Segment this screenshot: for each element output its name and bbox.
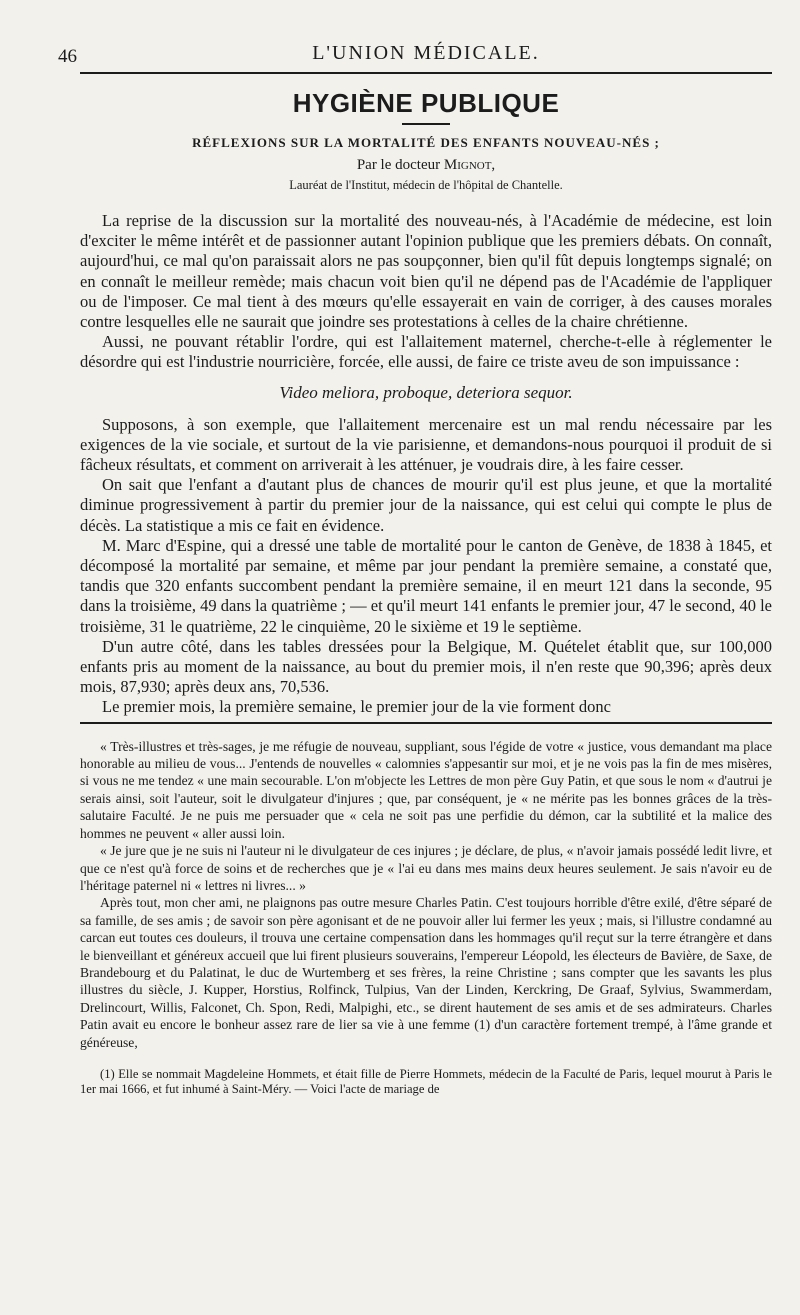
footnote — [80, 1067, 772, 1098]
article-paragraph: La reprise de la discussion sur la mortalité des nouveau-nés, à l'Académie de médecine, est loin d'exciter le même intérêt et de passionner autant l'opinion publique que les premiers débats. On connaît, aujourd'hui, ce mal qu'on paraissait alors ne pas soupçonner, bien qu'il fût depuis longtemps signalé; on en connaît le meilleur remède; mais chacun voit bien qu'il ne dépend pas de l'Académie de l'appliquer ou de l'imposer. Ce mal tient à des mœurs qu'elle essayerait en vain de corriger, à des causes morales contre lesquelles elle ne saurait que joindre ses protestations à celles de la chaire chrétienne. — [80, 211, 772, 332]
letter-paragraph: « Très-illustres et très-sages, je me réfugie de nouveau, suppliant, sous l'égide de votre « justice, vous demandant ma place honorable au milieu de vous... J'entends de nouvelles « calomnies s'appesantir sur moi, et je ne vois pas la fin de mes misères, si vous ne me tendez « une main secourable. L'on m'objecte les Lettres de mon père Guy Patin, et que sous le nom « d'autrui je serais ainsi, soit l'auteur, soit le divulgateur d'injures ; que, par conséquent, je « ne mérite pas les bonnes grâces de la très-salutaire Faculté. Je ne puis me persuader que « cela ne soit pas une perfidie du démon, car la subtilité et la malice des hommes ne peuvent « aller aussi loin. — [80, 738, 772, 841]
article-title: RÉFLEXIONS SUR LA MORTALITÉ DES ENFANTS NOUVEAU-NÉS ; — [192, 135, 660, 150]
journal-title: L'UNION MÉDICALE. — [312, 42, 540, 64]
feuilleton-rule — [80, 722, 772, 724]
author-line — [80, 157, 772, 174]
article-paragraph: M. Marc d'Espine, qui a dressé une table de mortalité pour le canton de Genève, de 1838 à 1845, et décomposé la mortalité par semaine, et même par jour pendant la première semaine, a constaté que, tandis que 320 enfants succombent pendant la première semaine, il en meurt 121 dans la seconde, 95 dans la troisième, 49 dans la quatrième ; — et qu'il meurt 141 enfants le premier jour, 47 le second, 40 le troisième, 31 le quatrième, 22 le cinquième, 20 le sixième et 19 le septième. — [80, 535, 772, 636]
section-title: HYGIÈNE PUBLIQUE — [292, 88, 560, 118]
letter-paragraph: « Je jure que je ne suis ni l'auteur ni le divulgateur de ces injures ; je déclare, de plus, « n'avoir jamais possédé ledit livre, et que ce n'est qu'à force de soins et de recherches que je « l'ai eu dans mes mains deux heures seulement. Je sais n'avoir eu de l'héritage paternel ni « lettres ni livres... » — [80, 843, 772, 893]
header-rule — [80, 72, 772, 74]
article-paragraph: Aussi, ne pouvant rétablir l'ordre, qui est l'allaitement maternel, cherche-t-elle à réglementer le désordre qui est l'industrie nourricière, forcée, elle aussi, de faire ce triste aveu de son impuissance : — [80, 332, 772, 372]
letter-paragraph: Après tout, mon cher ami, ne plaignons pas outre mesure Charles Patin. C'est toujours horrible d'être exilé, d'être séparé de sa famille, de ses amis ; de savoir son père agonisant et de ne pouvoir aller lui fermer les yeux ; mais, si l'illustre condamné au carcan eut toutes ces douleurs, il trouva une certaine compensation dans les hommages qu'il reçut sur la terre étrangère et dans le bienveillant et généreux accueil que lui firent plusieurs souverains, l'empereur Léopold, les électeurs de Bavière, de Saxe, de Brandebourg et du Palatinat, le duc de Wurtemberg et ses frères, la reine Christine ; sans compter que les savants les plus illustres du siècle, J. Kupper, Horstius, Rolfinck, Tulpius, Van der Linden, Kerckring, De Graaf, Sylvius, Swammerdam, Drelincourt, Willis, Falconet, Ch. Spon, Redi, Malpighi, etc., se dirent hautement de ses amis et de ses admirateurs. Charles Patin avait eu encore le bonheur assez rare de lier sa vie à une femme (1) d'un caractère fortement trempé, à l'âme grande et généreuse, — [80, 895, 772, 1050]
article-paragraph: D'un autre côté, dans les tables dressées pour la Belgique, M. Quételet établit que, sur 100,000 enfants pris au moment de la naissance, au bout du premier mois, il n'en reste que 90,396; après deux mois, 87,930; après deux ans, 70,536. — [80, 636, 772, 697]
running-head — [58, 0, 772, 67]
author-name: Mignot, — [443, 157, 496, 173]
feuilleton-body — [80, 738, 772, 1051]
author-credentials: Lauréat de l'Institut, médecin de l'hôpital de Chantelle. — [289, 178, 563, 192]
article-paragraph: Le premier mois, la première semaine, le premier jour de la vie forment donc — [102, 697, 612, 717]
author-prefix: Par le docteur — [356, 157, 441, 173]
article-paragraph: Supposons, à son exemple, que l'allaitement mercenaire est un mal rendu nécessaire par les exigences de la vie sociale, et surtout de la vie parisienne, et demandons-nous pourquoi il produit de si fâcheux résultats, et comment on arriverait à les atténuer, je voudrais dire, à les faire cesser. — [80, 414, 772, 475]
section-title-rule — [402, 123, 450, 125]
article-paragraph: On sait que l'enfant a d'autant plus de chances de mourir qu'il est plus jeune, et que la mortalité diminue progressivement à partir du premier jour de la naissance, qui est celui qui compte le plus de décès. La statistique a mis ce fait en évidence. — [80, 475, 772, 535]
article-body — [80, 211, 772, 718]
footnote-text: (1) Elle se nommait Magdeleine Hommets, et était fille de Pierre Hommets, médecin de la Faculté de Paris, lequel mourut à Paris le 1er mai 1666, et fut inhumé à Saint-Méry. — Voici l'acte de mariage de — [80, 1066, 772, 1097]
epigraph: Video meliora, proboque, deteriora sequor. — [279, 382, 573, 402]
page-number: 46 — [58, 46, 77, 67]
